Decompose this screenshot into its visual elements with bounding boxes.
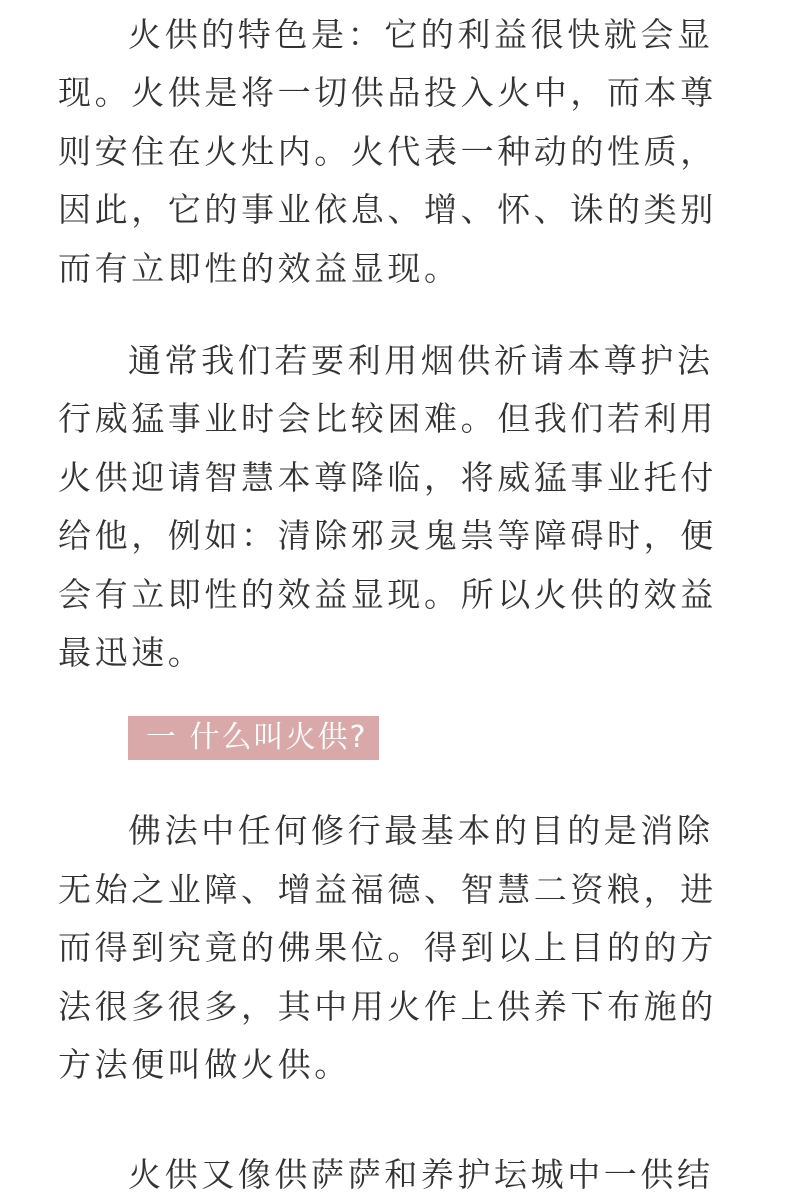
cutoff-next-paragraph xyxy=(0,1140,800,1194)
paragraph-smoke-vs-fire-offering: 通常我们若要利用烟供祈请本尊护法行威猛事业时会比较困难。但我们若利用火供迎请智慧本尊降临，将威猛事业托付给他，例如：清除邪灵鬼祟等障碍时，便会有立即性的效益显现。所以火供的效益最迅速。 xyxy=(58,341,717,673)
section-heading-row xyxy=(58,716,732,760)
paragraph-fire-offering-feature: 火供的特色是：它的利益很快就会显现。火供是将一切供品投入火中，而本尊则安住在火灶内。火代表一种动的性质，因此，它的事业依息、增、怀、诛的类别而有立即性的效益显现。 xyxy=(58,15,717,288)
section-heading-what-is-fire-offering: 一 什么叫火供? xyxy=(128,716,379,760)
paragraph-purpose-of-practice: 佛法中任何修行最基本的目的是消除无始之业障、增益福德、智慧二资粮，进而得到究竟的佛果位。得到以上目的的方法很多很多，其中用火作上供养下布施的方法便叫做火供。 xyxy=(58,811,717,1085)
paragraph-cutoff-text: 火供又像供萨萨和养护坛城中一供结 xyxy=(128,1155,714,1194)
